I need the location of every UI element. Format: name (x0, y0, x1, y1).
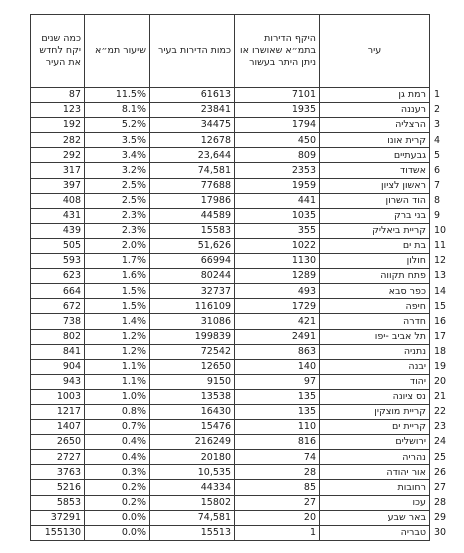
cell-units: 72542 (150, 344, 235, 359)
cell-years-to-renew: 841 (31, 344, 85, 359)
cell-units: 31086 (150, 314, 235, 329)
table-row (31, 88, 464, 103)
cell-row-number: 2 (434, 104, 441, 116)
cell-rate: 0.4% (85, 435, 150, 450)
cell-years-to-renew: 593 (31, 254, 85, 269)
cell-years-to-renew: 738 (31, 314, 85, 329)
cell-scope: 1935 (235, 103, 320, 118)
cell-years-to-renew: 3763 (31, 465, 85, 480)
cell-row-number: 15 (434, 300, 447, 312)
table-row (31, 254, 464, 269)
cell-units: 12678 (150, 133, 235, 148)
table-row (31, 133, 464, 148)
table-row (31, 269, 464, 284)
cell-row-number: 9 (434, 210, 441, 222)
header-row-number (430, 15, 464, 88)
cell-units: 199839 (150, 329, 235, 344)
cell-years-to-renew: 1003 (31, 389, 85, 404)
table-row (31, 238, 464, 253)
cell-scope: 2491 (235, 329, 320, 344)
table-row (31, 404, 464, 419)
table-row (31, 223, 464, 238)
cell-units: 116109 (150, 299, 235, 314)
cell-row-number: 17 (434, 330, 447, 342)
cell-row-number: 21 (434, 391, 447, 403)
cell-city: קרית אונו (320, 133, 430, 148)
cell-years-to-renew: 802 (31, 329, 85, 344)
cell-rate: 2.3% (85, 208, 150, 223)
cell-rate: 0.2% (85, 495, 150, 510)
cell-city: אשדוד (320, 163, 430, 178)
cell-scope: 140 (235, 359, 320, 374)
cell-row-number: 27 (434, 481, 447, 493)
cell-city: יהוד (320, 374, 430, 389)
header-scope-label: היקף הדירות בתמ״א שאושרו או ניתן היתר בעשור (240, 33, 316, 68)
cell-units: 80244 (150, 269, 235, 284)
header-units (150, 15, 235, 88)
table-row (31, 329, 464, 344)
cell-scope: 7101 (235, 88, 320, 103)
cell-scope: 110 (235, 420, 320, 435)
header-years-to-renew (31, 15, 85, 88)
header-city (320, 15, 430, 88)
cell-years-to-renew: 282 (31, 133, 85, 148)
cell-city: קריית ים (320, 420, 430, 435)
table-body (31, 88, 464, 541)
table-row (31, 465, 464, 480)
spreadsheet (30, 14, 447, 541)
cell-scope: 1022 (235, 238, 320, 253)
cell-units: 34475 (150, 118, 235, 133)
cell-city: בת ים (320, 238, 430, 253)
cell-years-to-renew: 123 (31, 103, 85, 118)
cell-scope: 493 (235, 284, 320, 299)
table-row (31, 344, 464, 359)
cell-rate: 1.4% (85, 314, 150, 329)
cell-units: 17986 (150, 193, 235, 208)
header-rate (85, 15, 150, 88)
cell-scope: 1729 (235, 299, 320, 314)
cell-units: 74,581 (150, 510, 235, 525)
cell-city: ירושלים (320, 435, 430, 450)
cell-rate: 1.7% (85, 254, 150, 269)
table-row (31, 103, 464, 118)
cell-row-number: 12 (434, 255, 447, 267)
cell-units: 12650 (150, 359, 235, 374)
cell-units: 9150 (150, 374, 235, 389)
cell-city: טבריה (320, 525, 430, 540)
cell-rate: 3.2% (85, 163, 150, 178)
cell-city: הוד השרון (320, 193, 430, 208)
cell-years-to-renew: 1407 (31, 420, 85, 435)
cell-scope: 450 (235, 133, 320, 148)
cell-city: תל אביב -יפו (320, 329, 430, 344)
cell-row-number: 29 (434, 511, 447, 523)
cell-years-to-renew: 292 (31, 148, 85, 163)
cell-city: נהריה (320, 450, 430, 465)
cell-rate: 1.1% (85, 374, 150, 389)
table-row (31, 435, 464, 450)
cell-scope: 1 (235, 525, 320, 540)
cell-rate: 1.1% (85, 359, 150, 374)
cell-row-number: 6 (434, 164, 441, 176)
cell-units: 13538 (150, 389, 235, 404)
cell-scope: 863 (235, 344, 320, 359)
cell-scope: 20 (235, 510, 320, 525)
cell-row-number: 25 (434, 451, 447, 463)
cell-city: הרצליה (320, 118, 430, 133)
cell-row-number: 23 (434, 421, 447, 433)
cell-rate: 3.4% (85, 148, 150, 163)
cell-units: 15476 (150, 420, 235, 435)
cell-units: 15802 (150, 495, 235, 510)
cell-city: נתניה (320, 344, 430, 359)
cell-units: 23,644 (150, 148, 235, 163)
cell-row-number: 4 (434, 134, 441, 146)
cell-rate: 3.5% (85, 133, 150, 148)
cell-city: גבעתיים (320, 148, 430, 163)
header-scope (235, 15, 320, 88)
cell-rate: 0.3% (85, 465, 150, 480)
cell-years-to-renew: 904 (31, 359, 85, 374)
cell-years-to-renew: 1217 (31, 404, 85, 419)
cell-rate: 2.3% (85, 223, 150, 238)
cell-years-to-renew: 2727 (31, 450, 85, 465)
cell-city: נס ציונה (320, 389, 430, 404)
cell-row-number: 26 (434, 466, 447, 478)
table-row (31, 148, 464, 163)
table-row (31, 208, 464, 223)
cell-city: קריית מוצקין (320, 404, 430, 419)
cell-years-to-renew: 5853 (31, 495, 85, 510)
cell-city: ראשון לציון (320, 178, 430, 193)
cell-years-to-renew: 505 (31, 238, 85, 253)
table-row (31, 450, 464, 465)
cell-units: 15513 (150, 525, 235, 540)
cell-row-number: 1 (434, 89, 441, 101)
cell-city: פתח תקווה (320, 269, 430, 284)
table-row (31, 374, 464, 389)
cell-row-number: 14 (434, 285, 447, 297)
cell-scope: 135 (235, 389, 320, 404)
cell-row-number: 10 (434, 225, 447, 237)
cell-years-to-renew: 5216 (31, 480, 85, 495)
cell-scope: 2353 (235, 163, 320, 178)
cell-units: 44334 (150, 480, 235, 495)
cell-years-to-renew: 664 (31, 284, 85, 299)
cell-scope: 441 (235, 193, 320, 208)
cell-rate: 1.2% (85, 329, 150, 344)
header-years-to-renew-label: כמה שנים יקח לחדש את העיר (39, 33, 81, 68)
cell-units: 216249 (150, 435, 235, 450)
cell-city: כפר סבא (320, 284, 430, 299)
cell-scope: 74 (235, 450, 320, 465)
cell-units: 44589 (150, 208, 235, 223)
cell-city: באר שבע (320, 510, 430, 525)
cell-row-number: 22 (434, 406, 447, 418)
cell-units: 23841 (150, 103, 235, 118)
cell-row-number: 19 (434, 360, 447, 372)
cell-units: 32737 (150, 284, 235, 299)
cell-city: עכו (320, 495, 430, 510)
cell-scope: 1794 (235, 118, 320, 133)
header-rate-label: שיעור תמ״א (95, 45, 146, 56)
header-city-label: עיר (367, 45, 382, 56)
table-row (31, 389, 464, 404)
table-row (31, 359, 464, 374)
header-units-label: כמות הדירות בעיר (158, 45, 231, 56)
cell-units: 74,581 (150, 163, 235, 178)
cell-scope: 355 (235, 223, 320, 238)
cell-row-number: 16 (434, 315, 447, 327)
table-row (31, 510, 464, 525)
cell-row-number: 8 (434, 194, 441, 206)
cell-city: חדרה (320, 314, 430, 329)
table-row (31, 178, 464, 193)
cell-row-number: 7 (434, 179, 441, 191)
cell-units: 15583 (150, 223, 235, 238)
cell-city: יבנה (320, 359, 430, 374)
cell-scope: 97 (235, 374, 320, 389)
cell-rate: 0.7% (85, 420, 150, 435)
cell-units: 66994 (150, 254, 235, 269)
cell-row-number: 11 (434, 240, 447, 252)
cell-rate: 0.0% (85, 510, 150, 525)
cell-years-to-renew: 623 (31, 269, 85, 284)
renewal-table (30, 14, 464, 541)
cell-city: חולון (320, 254, 430, 269)
cell-scope: 816 (235, 435, 320, 450)
cell-row-number: 20 (434, 376, 447, 388)
cell-rate: 5.2% (85, 118, 150, 133)
cell-years-to-renew: 672 (31, 299, 85, 314)
cell-years-to-renew: 192 (31, 118, 85, 133)
cell-rate: 11.5% (85, 88, 150, 103)
cell-row-number: 24 (434, 436, 447, 448)
cell-years-to-renew: 2650 (31, 435, 85, 450)
table-row (31, 314, 464, 329)
cell-city: בני ברק (320, 208, 430, 223)
cell-city: רמת גן (320, 88, 430, 103)
header-row (31, 15, 464, 88)
cell-years-to-renew: 408 (31, 193, 85, 208)
cell-city: אור יהודה (320, 465, 430, 480)
cell-scope: 1035 (235, 208, 320, 223)
table-row (31, 118, 464, 133)
cell-units: 77688 (150, 178, 235, 193)
table-row (31, 495, 464, 510)
cell-rate: 2.5% (85, 178, 150, 193)
cell-years-to-renew: 87 (31, 88, 85, 103)
table-row (31, 163, 464, 178)
cell-years-to-renew: 397 (31, 178, 85, 193)
cell-rate: 0.0% (85, 525, 150, 540)
cell-units: 61613 (150, 88, 235, 103)
cell-years-to-renew: 431 (31, 208, 85, 223)
table-row (31, 420, 464, 435)
cell-years-to-renew: 155130 (31, 525, 85, 540)
cell-rate: 1.0% (85, 389, 150, 404)
cell-city: רעננה (320, 103, 430, 118)
table-row (31, 284, 464, 299)
cell-rate: 1.5% (85, 284, 150, 299)
cell-city: רחובות (320, 480, 430, 495)
cell-years-to-renew: 439 (31, 223, 85, 238)
cell-rate: 2.0% (85, 238, 150, 253)
cell-scope: 809 (235, 148, 320, 163)
cell-row-number: 13 (434, 270, 447, 282)
cell-years-to-renew: 943 (31, 374, 85, 389)
table-row (31, 525, 464, 540)
cell-scope: 421 (235, 314, 320, 329)
cell-units: 51,626 (150, 238, 235, 253)
cell-years-to-renew: 317 (31, 163, 85, 178)
cell-years-to-renew: 37291 (31, 510, 85, 525)
cell-scope: 27 (235, 495, 320, 510)
cell-scope: 1289 (235, 269, 320, 284)
cell-units: 10,535 (150, 465, 235, 480)
cell-scope: 1130 (235, 254, 320, 269)
table-row (31, 480, 464, 495)
table-row (31, 193, 464, 208)
cell-rate: 0.4% (85, 450, 150, 465)
cell-row-number: 30 (434, 527, 447, 539)
cell-scope: 135 (235, 404, 320, 419)
cell-city: קריית ביאליק (320, 223, 430, 238)
cell-scope: 1959 (235, 178, 320, 193)
cell-rate: 1.5% (85, 299, 150, 314)
cell-rate: 8.1% (85, 103, 150, 118)
cell-rate: 0.2% (85, 480, 150, 495)
cell-rate: 1.2% (85, 344, 150, 359)
table-row (31, 299, 464, 314)
cell-row-number: 28 (434, 496, 447, 508)
cell-city: חיפה (320, 299, 430, 314)
cell-rate: 0.8% (85, 404, 150, 419)
cell-units: 16430 (150, 404, 235, 419)
cell-scope: 85 (235, 480, 320, 495)
cell-units: 20180 (150, 450, 235, 465)
cell-row-number: 3 (434, 119, 441, 131)
cell-scope: 28 (235, 465, 320, 480)
cell-rate: 1.6% (85, 269, 150, 284)
cell-row-number: 18 (434, 345, 447, 357)
cell-row-number: 5 (434, 149, 441, 161)
cell-rate: 2.5% (85, 193, 150, 208)
